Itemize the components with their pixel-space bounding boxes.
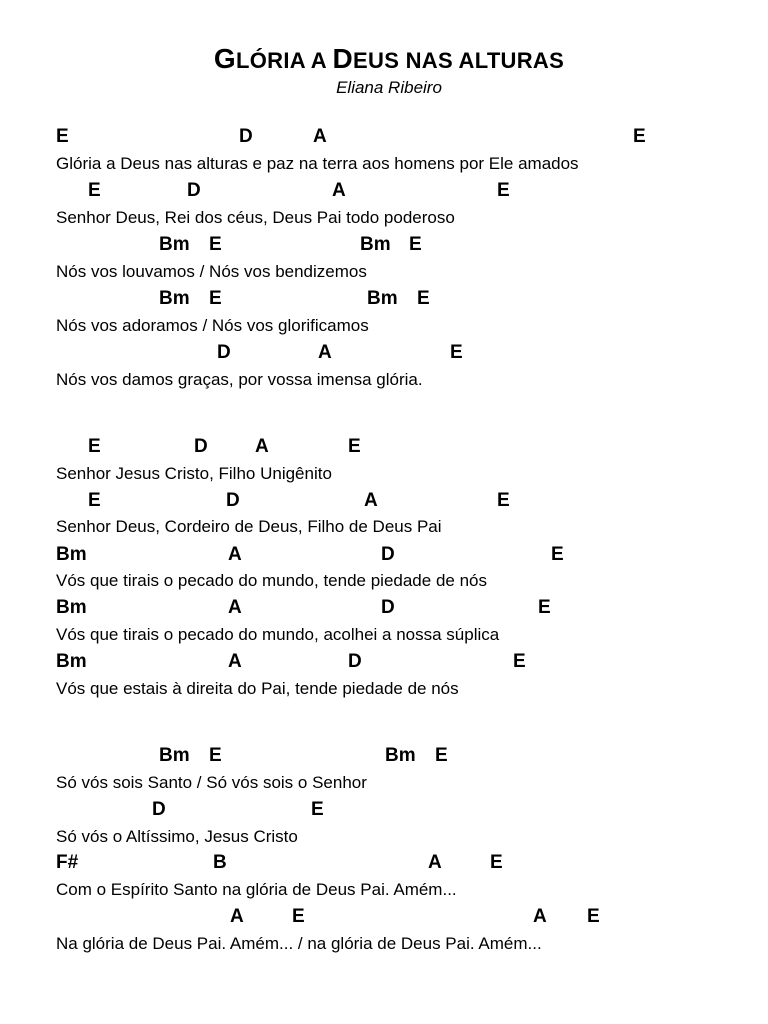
lyric-line: Com o Espírito Santo na glória de Deus Pai. Amém... xyxy=(56,880,457,899)
chord: A xyxy=(364,490,378,511)
chord: A xyxy=(313,126,327,147)
lyric-line: Senhor Jesus Cristo, Filho Unigênito xyxy=(56,464,332,483)
chord: E xyxy=(409,234,422,255)
chord: E xyxy=(292,906,305,927)
song-title-part: EUS NAS ALTURAS xyxy=(353,48,565,73)
chord: A xyxy=(428,852,442,873)
chord: E xyxy=(88,490,101,511)
chord: Bm xyxy=(56,651,87,672)
chord: E xyxy=(551,544,564,565)
chord: D xyxy=(348,651,362,672)
lyric-line: Senhor Deus, Cordeiro de Deus, Filho de Deus Pai xyxy=(56,517,442,536)
lyric-line: Vós que tirais o pecado do mundo, tende piedade de nós xyxy=(56,571,487,590)
chord: E xyxy=(348,436,361,457)
song-title xyxy=(0,42,768,78)
chord: Bm xyxy=(360,234,391,255)
chord: A xyxy=(332,180,346,201)
lyric-line: Só vós sois Santo / Só vós sois o Senhor xyxy=(56,773,367,792)
lyric-line: Glória a Deus nas alturas e paz na terra aos homens por Ele amados xyxy=(56,154,579,173)
chord: D xyxy=(239,126,253,147)
chord: E xyxy=(633,126,646,147)
chord: E xyxy=(209,288,222,309)
chord: Bm xyxy=(385,745,416,766)
chord: E xyxy=(417,288,430,309)
chord: Bm xyxy=(367,288,398,309)
chord: A xyxy=(230,906,244,927)
chord: A xyxy=(228,597,242,618)
chord: A xyxy=(533,906,547,927)
chord: F# xyxy=(56,852,79,873)
chord: E xyxy=(435,745,448,766)
chord: E xyxy=(538,597,551,618)
lyric-line: Vós que estais à direita do Pai, tende piedade de nós xyxy=(56,679,459,698)
chord: E xyxy=(311,799,324,820)
lyric-line: Nós vos damos graças, por vossa imensa glória. xyxy=(56,370,423,389)
chord: Bm xyxy=(56,544,87,565)
lyric-line: Na glória de Deus Pai. Amém... / na glória de Deus Pai. Amém... xyxy=(56,934,542,953)
chord: A xyxy=(228,544,242,565)
chord: D xyxy=(381,544,395,565)
song-author: Eliana Ribeiro xyxy=(336,78,442,97)
lyric-line: Nós vos adoramos / Nós vos glorificamos xyxy=(56,316,369,335)
chord: D xyxy=(217,342,231,363)
chord: E xyxy=(490,852,503,873)
chord: E xyxy=(497,490,510,511)
chord: D xyxy=(226,490,240,511)
chord: A xyxy=(228,651,242,672)
chord: E xyxy=(450,342,463,363)
chord: D xyxy=(194,436,208,457)
chord: Bm xyxy=(159,745,190,766)
song-title-part: LÓRIA A xyxy=(235,48,333,73)
chord: E xyxy=(497,180,510,201)
lyric-line: Nós vos louvamos / Nós vos bendizemos xyxy=(56,262,367,281)
chord: E xyxy=(209,234,222,255)
chord: D xyxy=(152,799,166,820)
chord: E xyxy=(209,745,222,766)
chord: E xyxy=(88,436,101,457)
chord: E xyxy=(88,180,101,201)
lyric-line: Vós que tirais o pecado do mundo, acolhei a nossa súplica xyxy=(56,625,500,644)
lyric-line: Só vós o Altíssimo, Jesus Cristo xyxy=(56,827,298,846)
chord: B xyxy=(213,852,227,873)
chord: D xyxy=(187,180,201,201)
chord: Bm xyxy=(159,288,190,309)
song-title-part: G xyxy=(213,43,236,74)
chord: E xyxy=(513,651,526,672)
chord: Bm xyxy=(159,234,190,255)
song-title-part: D xyxy=(332,43,354,74)
chord: D xyxy=(381,597,395,618)
chord: Bm xyxy=(56,597,87,618)
chord: E xyxy=(56,126,69,147)
chord: E xyxy=(587,906,600,927)
chord: A xyxy=(318,342,332,363)
chord: A xyxy=(255,436,269,457)
lyric-line: Senhor Deus, Rei dos céus, Deus Pai todo poderoso xyxy=(56,208,455,227)
